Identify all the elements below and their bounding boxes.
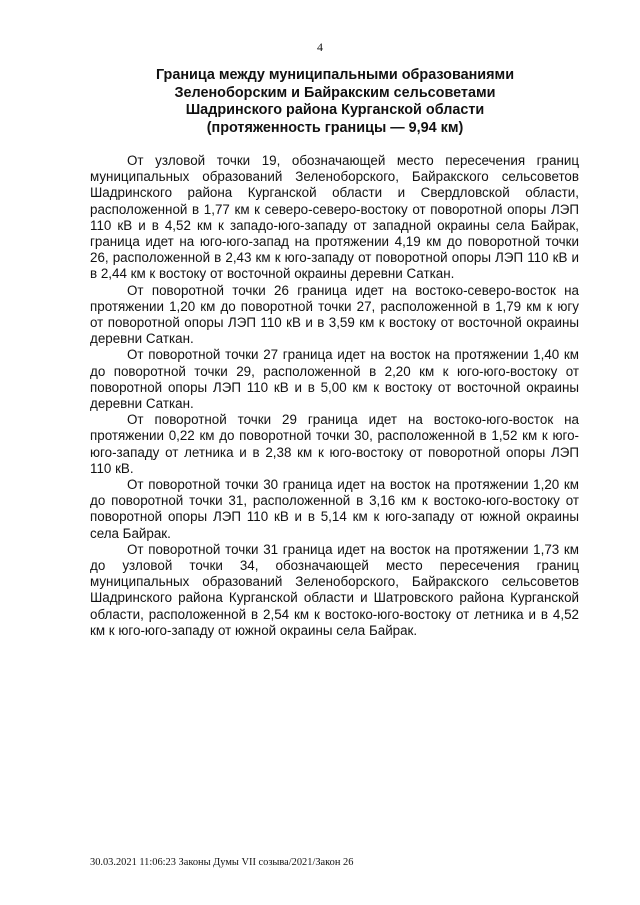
- title-line: Шадринского района Курганской области: [185, 102, 485, 118]
- title-line: Граница между муниципальными образованиями: [155, 67, 515, 83]
- paragraph-point-26: От поворотной точки 26 граница идет на востоко-северо-восток на протяжении 1,20 км до поворотной точки 27, расположенной в 1,79 км к югу от поворотной опоры ЛЭП 110 кВ и в 3,59 км к востоку от восточной окраины деревни Саткан.: [90, 282, 579, 347]
- paragraph-point-19: От узловой точки 19, обозначающей место пересечения границ муниципальных образований Зеленоборского, Байракского сельсоветов Шадринского района Курганской области и Свердловской области, расположенной в 1,77 км к северо-северо-востоку от поворотной опоры ЛЭП 110 кВ и в 4,52 км к западо-юго-западу от западной окраины села Байрак, граница идет на юго-юго-запад на протяжении 4,19 км до поворотной точки 26, расположенной в 2,43 км к юго-западу от поворотной опоры ЛЭП 110 кВ и в 2,44 км к востоку от восточной окраины деревни Саткан.: [90, 153, 579, 282]
- paragraph-point-29: От поворотной точки 29 граница идет на востоко-юго-восток на протяжении 0,22 км до поворотной точки 30, расположенной в 1,52 км к юго-юго-западу от летника и в 2,38 км к юго-востоку от поворотной опоры ЛЭП 110 кВ.: [90, 412, 579, 476]
- title-line-length: (протяженность границы — 9,94 км): [206, 119, 464, 136]
- footer-stamp: 30.03.2021 11:06:23 Законы Думы VII созыва/2021/Закон 26: [90, 857, 354, 868]
- paragraph-point-30: От поворотной точки 30 граница идет на восток на протяжении 1,20 км до поворотной точки 31, расположенной в 3,16 км к востоко-юго-востоку от поворотной опоры ЛЭП 110 кВ и в 5,14 км к юго-западу от южной окраины села Байрак.: [90, 477, 579, 541]
- title-line: Зеленоборским и Байракским сельсоветами: [174, 84, 496, 101]
- paragraph-point-31: От поворотной точки 31 граница идет на восток на протяжении 1,73 км до узловой точки 34, обозначающей место пересечения границ муниципальных образований Зеленоборского, Байракского сельсоветов Шадринского района Курганской области и Шатровского района Курганской области, расположенной в 2,54 км к востоко-юго-востоку от летника и в 4,52 км к юго-юго-западу от южной окраины села Байрак.: [90, 541, 579, 638]
- paragraph-point-27: От поворотной точки 27 граница идет на восток на протяжении 1,40 км до поворотной точки 29, расположенной в 2,20 км к юго-юго-востоку от поворотной опоры ЛЭП 110 кВ и в 5,00 км к востоку от восточной окраины деревни Саткан.: [90, 347, 579, 412]
- document-title: [90, 67, 580, 137]
- document-body: [90, 153, 579, 639]
- page-number: 4: [317, 40, 323, 54]
